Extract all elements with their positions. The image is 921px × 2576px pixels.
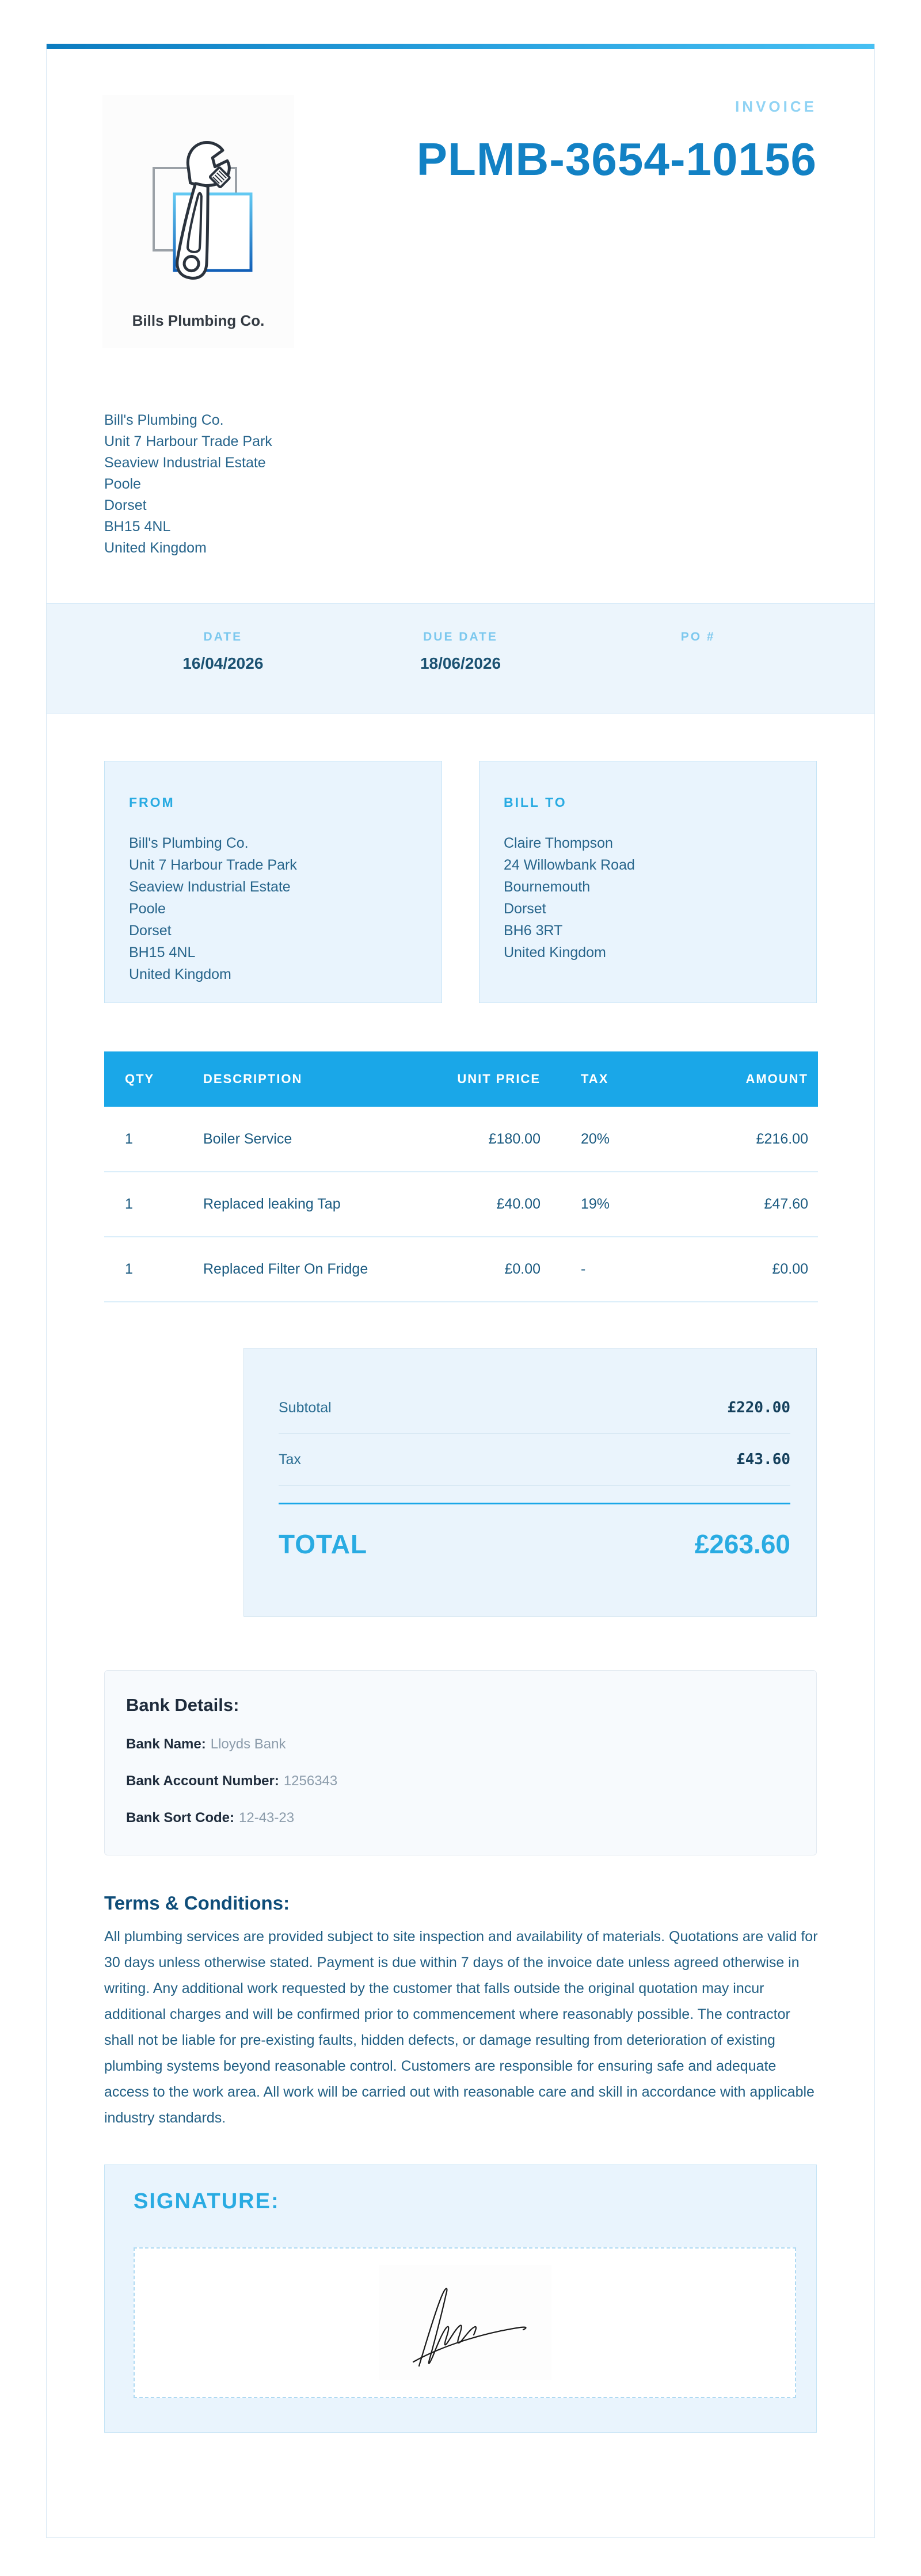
bill-to-line: Claire Thompson [504,835,613,851]
item-unit-price: £0.00 [504,1261,541,1277]
bank-sort-code-row [126,1810,793,1826]
bill-to-address [504,832,799,963]
from-line: Seaview Industrial Estate [129,879,291,895]
invoice-meta-band [47,603,874,714]
bank-details-box [104,1670,817,1855]
bill-to-label: BILL TO [504,795,567,810]
invoice-number: PLMB-3654-10156 [416,134,817,185]
from-line: Bill's Plumbing Co. [129,835,249,851]
parties-section [104,761,817,1003]
meta-date [104,630,342,714]
from-line: Dorset [129,923,172,939]
item-description: Replaced leaking Tap [203,1196,341,1212]
item-qty: 1 [125,1130,133,1147]
date-value: 16/04/2026 [182,654,264,672]
unit-price-header: UNIT PRICE [453,1051,541,1107]
item-unit-price: £180.00 [488,1130,541,1147]
table-row [104,1237,818,1302]
item-qty: 1 [125,1196,133,1212]
tax-row [279,1451,790,1468]
total-accent-divider [279,1503,790,1504]
po-label: PO # [680,630,716,643]
terms-title: Terms & Conditions: [104,1892,290,1914]
due-date-label: DUE DATE [423,630,498,643]
bank-details-title: Bank Details: [126,1695,239,1715]
from-line: Unit 7 Harbour Trade Park [129,857,297,873]
tax-label: Tax [279,1451,301,1468]
table-row [104,1172,818,1237]
address-line: Poole [104,476,141,492]
total-value: £263.60 [694,1529,790,1559]
tax-value: £43.60 [736,1451,790,1468]
address-line: Unit 7 Harbour Trade Park [104,433,272,449]
description-header: DESCRIPTION [203,1051,453,1107]
invoice-title-block [417,95,817,348]
item-amount: £216.00 [756,1130,808,1147]
bank-name-row [126,1736,793,1752]
address-line: United Kingdom [104,540,207,556]
grand-total-row [279,1529,790,1560]
total-label: TOTAL [279,1529,368,1559]
amount-header: AMOUNT [674,1051,818,1107]
item-tax: 19% [581,1196,610,1212]
bill-to-line: BH6 3RT [504,923,563,939]
table-row [104,1107,818,1172]
item-tax: 20% [581,1130,610,1147]
wrench-logo-icon [102,95,294,306]
from-line: BH15 4NL [129,944,196,961]
item-unit-price: £40.00 [496,1196,541,1212]
bank-name-value: Lloyds Bank [210,1736,286,1752]
address-line: Bill's Plumbing Co. [104,412,224,428]
item-tax: - [581,1261,586,1277]
meta-po-number [579,630,817,714]
subtotal-label: Subtotal [279,1400,332,1416]
company-address [104,410,817,559]
bill-to-line: 24 Willowbank Road [504,857,635,873]
item-amount: £47.60 [764,1196,808,1212]
bank-name-label: Bank Name: [126,1736,206,1752]
bill-to-line: Dorset [504,901,546,917]
item-description: Boiler Service [203,1130,292,1147]
bank-account-row [126,1773,793,1789]
signature-title: SIGNATURE: [134,2189,280,2213]
qty-header: QTY [104,1051,203,1107]
bank-account-value: 1256343 [283,1773,338,1789]
address-line: Dorset [104,497,147,513]
from-address [129,832,424,985]
bank-sort-code-label: Bank Sort Code: [126,1810,235,1826]
address-line: Seaview Industrial Estate [104,455,266,471]
logo-company-name: Bills Plumbing Co. [132,312,265,329]
invoice-label: INVOICE [735,98,817,115]
subtotal-row [279,1399,790,1416]
bill-to-line: United Kingdom [504,944,606,961]
bill-to-line: Bournemouth [504,879,591,895]
table-header-row [104,1051,818,1107]
totals-box [243,1348,817,1617]
tax-header: TAX [541,1051,674,1107]
bank-account-label: Bank Account Number: [126,1773,279,1789]
item-amount: £0.00 [772,1261,808,1277]
bank-sort-code-value: 12-43-23 [239,1810,295,1826]
signature-area [134,2247,796,2398]
invoice-card [46,44,875,2538]
invoice-header [104,95,817,348]
bill-to-box [479,761,817,1003]
subtotal-value: £220.00 [727,1399,790,1416]
item-description: Replaced Filter On Fridge [203,1261,368,1277]
totals-divider [279,1485,790,1486]
address-line: BH15 4NL [104,519,171,535]
top-accent-bar [47,44,874,49]
date-label: DATE [203,630,243,643]
signature-section [104,2165,817,2433]
from-line: United Kingdom [129,966,231,982]
signature-scribble [379,2265,551,2380]
company-logo [102,95,294,348]
terms-body: All plumbing services are provided subject to site inspection and availability of materials. Quotations are valid for 30 days unless otherwise stated. Payment is due within 7 days of the invoice date unless agreed otherwise in writing. Any additional work requested by the customer that falls outside the original quotation may incur additional charges and will be confirmed prior to commencement where reasonably possible. The contractor shall not be liable for pre-existing faults, hidden defects, or damage resulting from deterioration of existing plumbing systems beyond reasonable control. Customers are responsible for ensuring safe and adequate access to the work area. All work will be carried out with reasonable care and skill in accordance with applicable industry standards. [104,1929,818,2126]
meta-due-date [342,630,580,714]
item-qty: 1 [125,1261,133,1277]
from-box [104,761,442,1003]
line-items-table [104,1051,818,1302]
po-value [579,654,817,673]
from-label: FROM [129,795,175,810]
totals-divider [279,1433,790,1434]
from-line: Poole [129,901,166,917]
due-date-value: 18/06/2026 [420,654,501,672]
